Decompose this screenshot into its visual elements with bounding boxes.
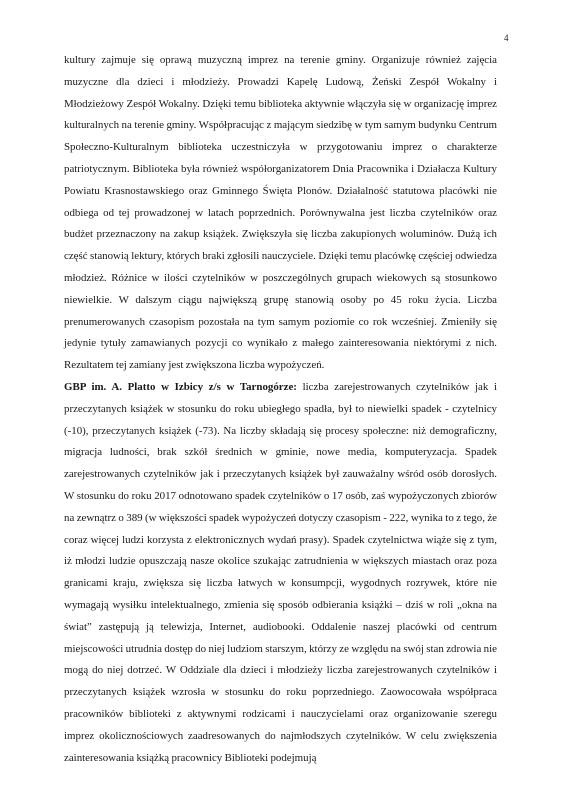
- library-name-heading: GBP im. A. Platto w Izbicy z/s w Tarnogórze:: [64, 380, 297, 393]
- paragraph-1: [64, 50, 497, 377]
- paragraph-2: [64, 377, 497, 769]
- paragraph-2-text: liczba zarejestrowanych czytelników jak i przeczytanych książek w stosunku do roku ubiegłego spadła, był to niewielki spadek - czytelnicy (-10), przeczytanych książek (-73). Na liczby składają się procesy społeczne: niż demograficzny, migracja ludności, brak szkół średnich w gminie, nowe media, komputeryzacja. Spadek zarejestrowanych czytelników jak i przeczytanych książek był zauważalny wśród osób dorosłych. W stosunku do roku 2017 odnotowano spadek czytelników o 17 osób, zaś wypożyczonych zbiorów na zewnątrz o 389 (w większości spadek wypożyczeń dotyczy czasopism - 222, wynika to z tego, że coraz więcej ludzi korzysta z elektronicznych wydań prasy). Spadek czytelnictwa wiąże się z tym, iż młodzi ludzie opuszczają nasze okolice szukając zatrudnienia w większych miastach oraz poza granicami kraju, zwiększa się liczba łatwych w konsumpcji, wygodnych rozrywek, które nie wymagają wysiłku intelektualnego, zmienia się sposób odbierania książki – dziś w roli „okna na świat” zastępują ją telewizja, Internet, audiobooki. Oddalenie naszej placówki od centrum miejscowości utrudnia dostęp do niej ludziom starszym, którzy ze względu na swój stan zdrowia nie mogą do niej dotrzeć. W Oddziale dla dzieci i młodzieży liczba zarejestrowanych czytelników i przeczytanych książek wzrosła w stosunku do roku poprzedniego. Zaowocowała współpraca pracowników biblioteki z aktywnymi rodzicami i nauczycielami oraz organizowanie szeregu imprez okolicznościowych zaadresowanych do najmłodszych czytelników. W celu zwiększenia zainteresowania książką pracownicy Biblioteki podejmują: [64, 380, 498, 764]
- document-body: [64, 50, 497, 769]
- page-number: 4: [504, 33, 509, 43]
- paragraph-1-text: kultury zajmuje się oprawą muzyczną imprez na terenie gminy. Organizuje również zajęcia muzyczne dla dzieci i młodzieży. Prowadzi Kapelę Ludową, Żeński Zespół Wokalny i Młodzieżowy Zespół Wokalny. Dzięki temu biblioteka aktywnie włączyła się w organizację imprez kulturalnych na terenie gminy. Współpracując z mającym siedzibę w tym samym budynku Centrum Społeczno-Kulturalnym biblioteka uczestniczyła w przygotowaniu imprez o charakterze patriotycznym. Biblioteka była również współorganizatorem Dnia Pracownika i Działacza Kultury Powiatu Krasnostawskiego oraz Gminnego Święta Plonów. Działalność statutowa placówki nie odbiega od tej prowadzonej w latach poprzednich. Porównywalna jest liczba czytelników oraz budżet przeznaczony na zakup książek. Zwiększyła się liczba zakupionych woluminów. Dużą ich część stanowią lektury, których braki zgłosili nauczyciele. Dzięki temu placówkę częściej odwiedza młodzież. Różnice w ilości czytelników w poszczególnych grupach wiekowych są stosunkowo niewielkie. W dalszym ciągu największą grupę stanowią osoby po 45 roku życia. Liczba prenumerowanych czasopism pozostała na tym samym poziomie co rok wcześniej. Zmieniły się jedynie tytuły zamawianych pozycji co wynikało z małego zainteresowania niektórymi z nich. Rezultatem tej zamiany jest zwiększona liczba wypożyczeń.: [64, 54, 497, 372]
